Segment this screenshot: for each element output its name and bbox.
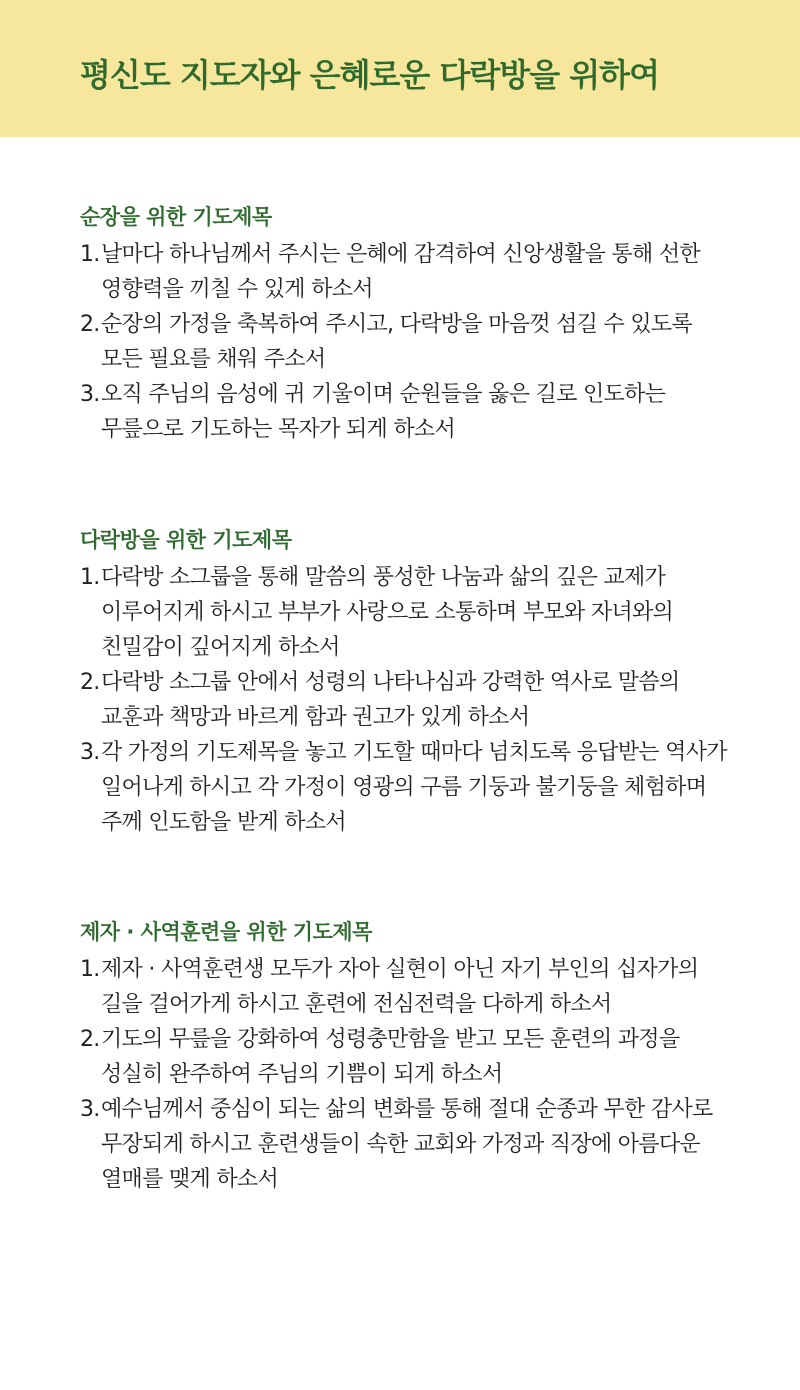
item-text: 각 가정의 기도제목을 놓고 기도할 때마다 넘치도록 응답받는 역사가 일어나게 하시고 각 가정이 영광의 구름 기둥과 불기둥을 체험하며 주께 인도함을 받게 하소서 bbox=[101, 740, 727, 835]
item-text: 오직 주님의 음성에 귀 기울이며 순원들을 옳은 길로 인도하는 무릎으로 기도하는 목자가 되게 하소서 bbox=[101, 382, 666, 442]
prayer-list bbox=[80, 560, 730, 840]
item-number: 3. bbox=[80, 382, 100, 407]
section-heading: 다락방을 위한 기도제목 bbox=[80, 528, 292, 552]
prayer-list bbox=[80, 237, 730, 447]
page-title: 평신도 지도자와 은혜로운 다락방을 위하여 bbox=[80, 56, 659, 94]
prayer-item bbox=[80, 1092, 730, 1197]
item-text: 기도의 무릎을 강화하여 성령충만함을 받고 모든 훈련의 과정을 성실히 완주하여 주님의 기쁨이 되게 하소서 bbox=[101, 1027, 680, 1087]
item-text: 날마다 하나님께서 주시는 은혜에 감격하여 신앙생활을 통해 선한 영향력을 끼칠 수 있게 하소서 bbox=[101, 242, 700, 302]
item-text: 순장의 가정을 축복하여 주시고, 다락방을 마음껏 섬길 수 있도록 모든 필요를 채워 주소서 bbox=[101, 312, 692, 372]
item-text: 예수님께서 중심이 되는 삶의 변화를 통해 절대 순종과 무한 감사로 무장되게 하시고 훈련생들이 속한 교회와 가정과 직장에 아름다운 열매를 맺게 하소서 bbox=[101, 1097, 713, 1192]
section-heading: 순장을 위한 기도제목 bbox=[80, 205, 272, 229]
prayer-item bbox=[80, 237, 730, 307]
item-text: 다락방 소그룹 안에서 성령의 나타나심과 강력한 역사로 말씀의 교훈과 책망과 바르게 함과 권고가 있게 하소서 bbox=[101, 670, 680, 730]
prayer-item bbox=[80, 377, 730, 447]
prayer-item bbox=[80, 952, 730, 1022]
section-training-prayers bbox=[80, 912, 730, 1197]
prayer-item bbox=[80, 665, 730, 735]
prayer-item bbox=[80, 1022, 730, 1092]
item-number: 3. bbox=[80, 1097, 100, 1122]
section-heading: 제자 · 사역훈련을 위한 기도제목 bbox=[80, 920, 372, 944]
item-text: 제자 · 사역훈련생 모두가 자아 실현이 아닌 자기 부인의 십자가의 길을 걸어가게 하시고 훈련에 전심전력을 다하게 하소서 bbox=[101, 957, 699, 1017]
item-number: 1. bbox=[80, 565, 100, 590]
section-leader-prayers bbox=[80, 197, 730, 447]
prayer-item bbox=[80, 307, 730, 377]
item-number: 2. bbox=[80, 312, 100, 337]
item-number: 1. bbox=[80, 242, 100, 267]
item-text: 다락방 소그룹을 통해 말씀의 풍성한 나눔과 삶의 깊은 교제가 이루어지게 하시고 부부가 사랑으로 소통하며 부모와 자녀와의 친밀감이 깊어지게 하소서 bbox=[101, 565, 674, 660]
title-banner bbox=[0, 0, 800, 137]
section-darakbang-prayers bbox=[80, 520, 730, 840]
prayer-item bbox=[80, 560, 730, 665]
prayer-list bbox=[80, 952, 730, 1197]
item-number: 1. bbox=[80, 957, 100, 982]
item-number: 3. bbox=[80, 740, 100, 765]
prayer-item bbox=[80, 735, 730, 840]
item-number: 2. bbox=[80, 1027, 100, 1052]
item-number: 2. bbox=[80, 670, 100, 695]
